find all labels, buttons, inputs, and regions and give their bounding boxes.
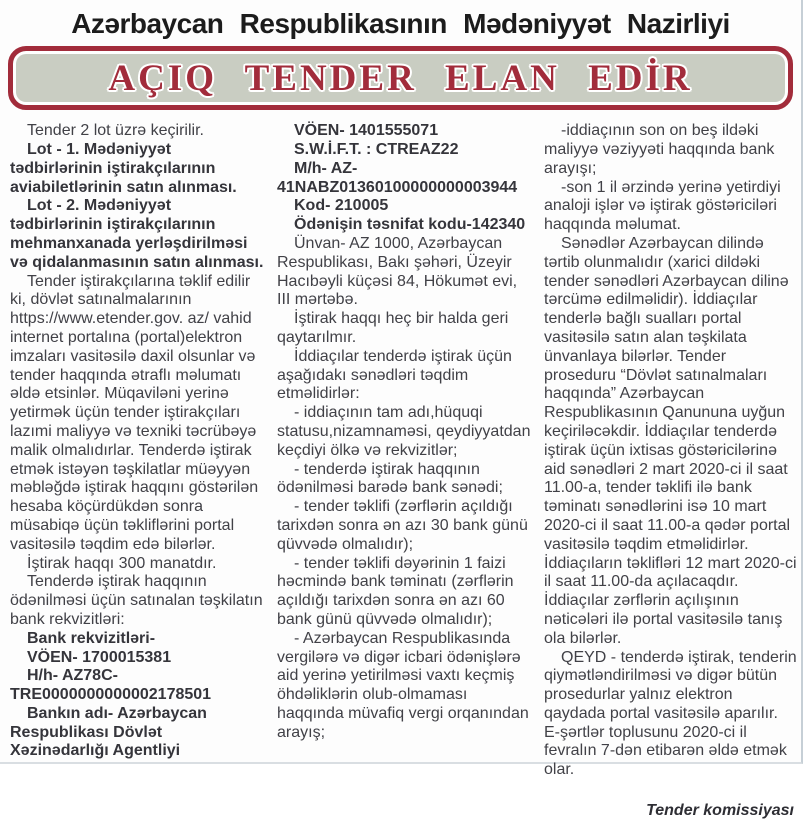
bank-corr-account: M/h- AZ-41NABZ01360100000000003944 [277, 159, 518, 196]
document-item-3: - tender təklifi (zərflərin açıldığı tarixdən sonra ən azı 30 bank günü qüvvədə olmalıdır); [277, 498, 528, 553]
document-item-1: - iddiaçının tam adı,hüquqi statusu,nizamnaməsi, qeydiyyatdan keçdiyi ölkə və rekvizitlər; [277, 404, 531, 459]
bank-account: H/h- AZ78C-TRE0000000000002178501 [10, 667, 212, 704]
document-item-2: - tenderdə iştirak haqqının ödənilməsi barədə bank sənədi; [277, 460, 503, 497]
body-columns [8, 120, 797, 821]
paragraph-address: Ünvan- AZ 1000, Azərbaycan Respublikası, Bakı şəhəri, Üzeyir Hacıbəyli küçəsi 84, Hökumət evi, III mərtəbə. [277, 234, 518, 309]
column-1 [10, 122, 264, 821]
paragraph-note: QEYD - tenderdə iştirak, tenderin qiymətləndirilməsi və digər bütün prosedurlar yalnız elektron qaydada portal vasitəsilə aparılır. E-şərtlər toplusunu 2020-ci il fevralın 7-dən etibarən əldə etmək olar. [544, 648, 797, 779]
paragraph-lots-intro: Tender 2 lot üzrə keçirilir. [27, 122, 204, 140]
signature-tender-commission: Tender komissiyası [646, 802, 794, 820]
document-item-6: -iddiaçının son on beş ildəki maliyyə vəziyyəti haqqında bank arayışı; [544, 122, 775, 177]
bank-name: Bankın adı- Azərbaycan Respublikası Dövlət Xəzinədarlığı Agentliyi [10, 704, 207, 760]
paragraph-lot-2: Lot - 2. Mədəniyyət tədbirlərinin iştirakçılarının mehmanxanada yerləşdirilməsi və qidalanmasının satın alınması. [10, 197, 264, 271]
paragraph-fee: İştirak haqqı 300 manatdır. [27, 554, 217, 572]
tender-banner [8, 46, 793, 110]
paragraph-portal-info: Tender iştirakçılarına təklif edilir ki, dövlət satınalmalarının https://www.etender.gov. az/ vahid internet portalına (portal)elektron imzaları vasitəsilə daxil olsunlar və tender haqqında ətraflı məlumatı əldə etsinlər. Müqaviləni yerinə yetirmək üçün tender iştirakçıları lazımi maliyyə və texniki təcrübəyə malik olmalıdırlar. Tenderdə iştirak etmək istəyən təşkilatlar müəyyən məbləğdə iştirak haqqını göstərilən hesaba köçürdükdən sonra müsabiqə üçün təkliflərini portal vasitəsilə təqdim edə bilərlər. [10, 272, 259, 553]
paragraph-procedure: Sənədlər Azərbaycan dilində tərtib olunmalıdır (xarici dildəki tender sənədləri Azərbaycan dilinə tərcümə edilməlidir). İddiaçılar tenderlə bağlı sualları portal vasitəsilə satın alan təşkilata ünvanlaya bilərlər. Tender proseduru “Dövlət satınalmaları haqqında” Azərbaycan Respublikasının Qanununa uyğun keçiriləcəkdir. İddiaçılar tenderdə iştirak üçün ixtisas göstəricilərinə aid sənədləri 2 mart 2020-ci il saat 11.00-a, tender təklifi ilə bank təminatı sənədlərini isə 10 mart 2020-ci il saat 11.00-a qədər portal vasitəsilə təqdim etməlidirlər. İddiaçıların təklifləri 12 mart 2020-ci il saat 11.00-da açılacaqdır. İddiaçılar zərflərin açılışının nəticələri ilə portal vasitəsilə tanış ola bilərlər. [544, 234, 797, 647]
paragraph-documents-intro: İddiaçılar tenderdə iştirak üçün aşağıdakı sənədləri təqdim etməlidirlər: [277, 347, 512, 403]
page-title: Azərbaycan Respublikasının Mədəniyyət Nazirliyi [71, 8, 730, 39]
bank-voen-2: VÖEN- 1401555071 [294, 122, 439, 140]
column-3 [544, 122, 798, 821]
payment-class-code: Ödənişin təsnifat kodu-142340 [294, 216, 526, 234]
bank-voen: VÖEN- 1700015381 [27, 648, 172, 666]
document-item-4: - tender təklifi dəyərinin 1 faizi həcmində bank təminatı (zərflərin açıldığı tarixdən sonra ən azı 60 bank günü qüvvədə olmalıdır); [277, 554, 514, 628]
bank-requisites-heading: Bank rekvizitləri- [27, 629, 156, 647]
paragraph-lot-1: Lot - 1. Mədəniyyət tədbirlərinin iştirakçılarının aviabiletlərinin satın alınması. [10, 140, 237, 196]
paragraph-fee-nonrefundable: İştirak haqqı heç bir halda geri qaytarılmır. [277, 310, 509, 346]
paragraph-fee-payment: Tenderdə iştirak haqqının ödənilməsi üçün satınalan təşkilatın bank rekvizitləri: [10, 573, 263, 628]
document-item-7: -son 1 il ərzində yerinə yetirdiyi analoji işlər və iştirak göstəriciləri haqqında məlumat. [544, 178, 781, 234]
bank-code: Kod- 210005 [294, 197, 389, 215]
column-2 [277, 122, 531, 821]
bank-swift: S.W.İ.F.T. : CTREAZ22 [294, 140, 459, 158]
tender-banner-label: AÇIQ TENDER ELAN EDİR [108, 57, 693, 99]
document-item-5: - Azərbaycan Respublikasında vergilərə və digər icbari ödənişlərə aid yerinə yetirilməsi vaxtı keçmiş öhdəliklərin olub-olmaması haqqında müvafiq vergi orqanından arayış; [277, 629, 529, 741]
